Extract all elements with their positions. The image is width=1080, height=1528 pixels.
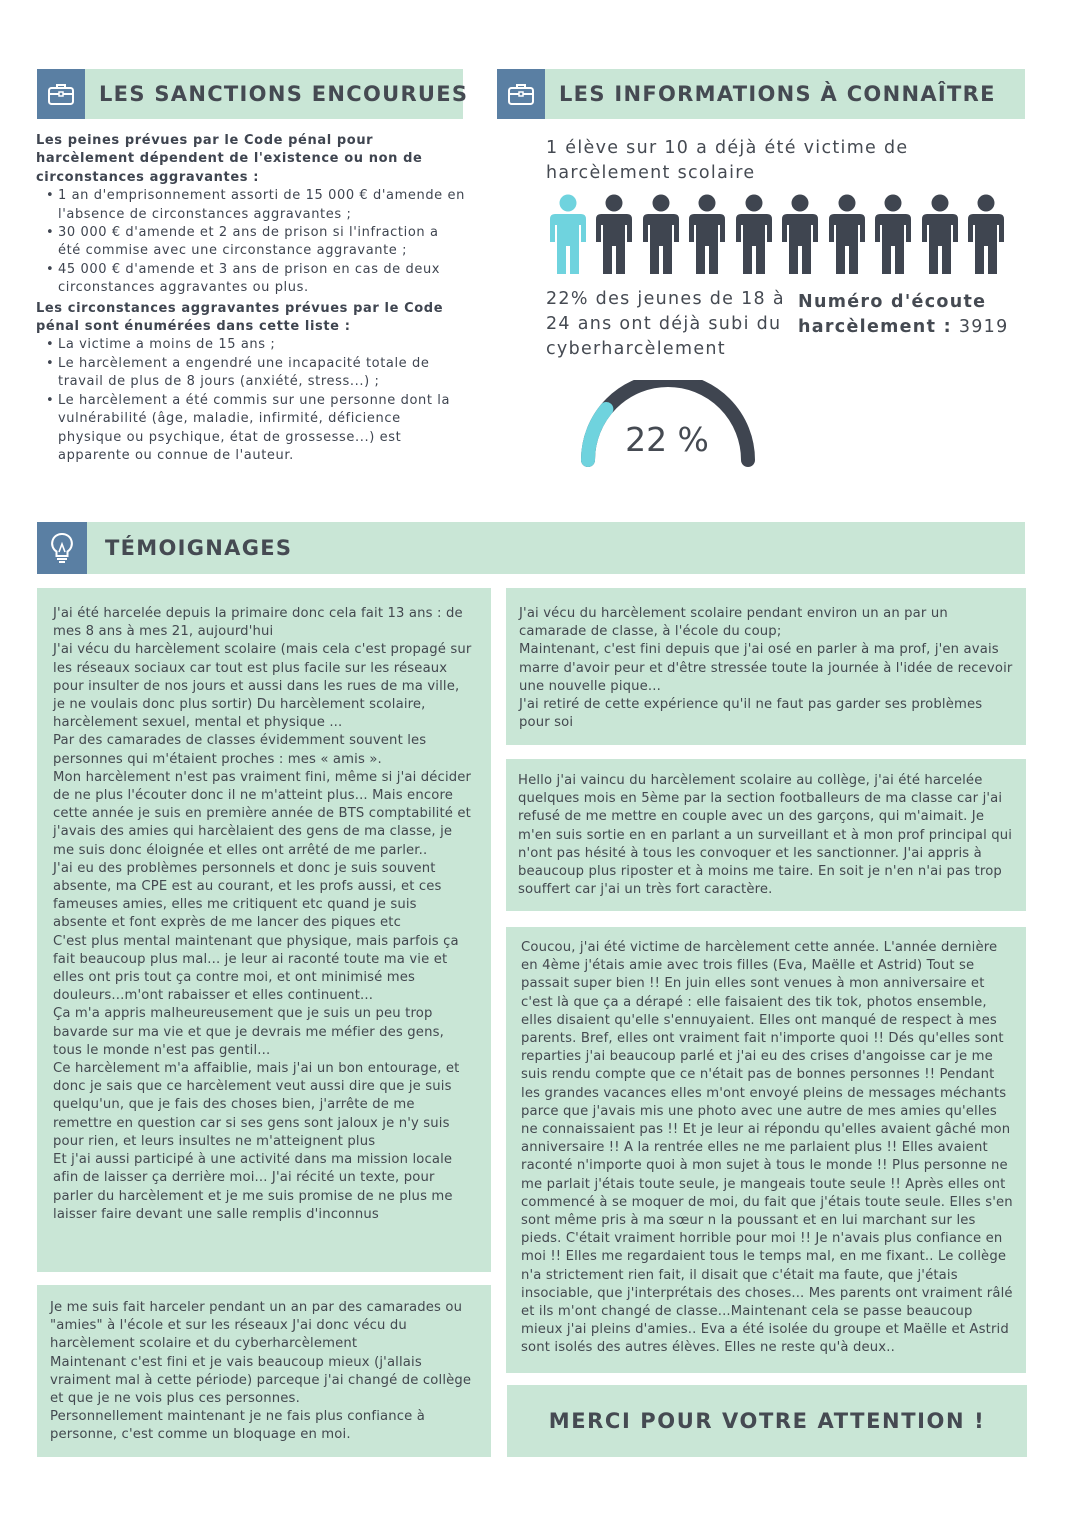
testimonial-card-1 bbox=[37, 588, 491, 1272]
temoignages-icon-box bbox=[37, 522, 87, 574]
list-item: • 1 an d'emprisonnement assorti de 15 000 € d'amende en l'absence de circonstances aggravantes ; bbox=[58, 187, 466, 224]
closing-card bbox=[507, 1385, 1027, 1457]
paragraph: Maintenant c'est fini et je vais beaucoup mieux (j'allais vraiment mal à cette période) parceque j'ai changé de collège et que je ne vois plus ces personnes. bbox=[50, 1354, 472, 1407]
paragraph: Ce harcèlement m'a affaiblie, mais j'ai un bon entourage, et donc je sais que ce harcèlement veut aussi dire que je suis quelqu'un, que je fais des choses bien, j'arrête de me remettre en question car si ses gens sont jaloux je n'y suis pour rien, et leurs insultes ne m'atteignent plus bbox=[53, 1061, 460, 1149]
testimonial-text bbox=[521, 939, 1015, 1358]
paragraph: J'ai eu des problèmes personnels et donc je suis souvent absente, ma CPE est au courant, et les profs aussi, et ces fameuses amies, elles me critiquent etc quand je suis absente et font exprès de me lancer des piques etc bbox=[53, 860, 442, 931]
temoignages-header bbox=[37, 522, 1025, 574]
helpline-number: 3919 bbox=[958, 317, 1009, 337]
paragraph: J'ai été harcelée depuis la primaire donc cela fait 13 ans : de mes 8 ans à mes 21, aujourd'hui bbox=[53, 606, 463, 640]
infos-header bbox=[497, 69, 1025, 119]
paragraph: Hello j'ai vaincu du harcèlement scolaire au collège, j'ai été harcelée quelques mois en 5ème par la section footballeurs de ma classe car j'ai refusé de me mettre en couple avec un des garçons, qui m'aimait. Je m'en suis sortie en en parlant a un surveillant et à mon prof principal qui n'ont pas hésité à tous les convoquer et les sanctionner. J'ai appris à beaucoup plus riposter et à moins me taire. En soit je n'en n'ai pas trop souffert car j'ai un très fort caractère. bbox=[518, 773, 1013, 898]
gauge-label: 22 % bbox=[625, 420, 709, 459]
list-item: • 45 000 € d'amende et 3 ans de prison en cas de deux circonstances aggravantes ou plus. bbox=[58, 261, 466, 298]
paragraph: Je me suis fait harceler pendant un an par des camarades ou "amies" à l'école et sur les réseaux J'ai donc vécu du harcèlement scolaire et du cyberharcèlement bbox=[50, 1300, 463, 1352]
testimonial-text bbox=[519, 605, 1015, 732]
paragraph: Et j'ai aussi participé à une activité dans ma mission locale afin de laisser ça derrière moi... J'ai récité un texte, pour parler du harcèlement et je me suis promise de ne plus me laisser faire devant une salle remplis d'inconnus bbox=[53, 1152, 453, 1222]
testimonial-text bbox=[518, 772, 1014, 899]
list-item: • La victime a moins de 15 ans ; bbox=[58, 336, 466, 354]
penalties-list bbox=[36, 187, 466, 297]
paragraph: Ça m'a appris malheureusement que je suis un peu trop bavarde sur ma vie et que je devrais me méfier des gens, tous le monde n'est pas gentil... bbox=[53, 1006, 444, 1058]
sanctions-icon-box bbox=[37, 69, 85, 119]
paragraph: Maintenant, c'est fini depuis que j'ai osé en parler à ma prof, j'en avais marre d'avoir peur et d'être stressée toute la journée à l'idée de recevoir une nouvelle pique... bbox=[519, 642, 1013, 694]
gauge-fill bbox=[588, 409, 606, 460]
testimonial-card-2 bbox=[37, 1285, 491, 1457]
paragraph: Coucou, j'ai été victime de harcèlement cette année. L'année dernière en 4ème j'étais amie avec trois filles (Eva, Maëlle et Astrid) Tout se passait super bien !! En juin elles sont venues à mon anniversaire et c'est là que ça a dérapé : elle faisaient des tik tok, photos ensemble, elles disaient qu'elle s'ennuyaient. Elles ont manqué de respect à mes parents. Bref, elles ont vraiment fait n'importe quoi !! Dés qu'elles sont reparties j'ai beaucoup parlé et j'ai eu des crises d'angoisse car je me suis rendu compte que ce n'était pas de bonnes personnes !! Pendant les grandes vacances elles m'ont envoyé pleins de messages méchants parce que j'avais mis une photo avec une autre de mes amies qu'elles ne connaissaient pas !! Et je leur ai répondu qu'elles avaient gâché mon anniversaire !! A la rentrée elles ne me parlaient plus !! Elles avaient raconté n'importe quoi à mon sujet à tous le monde !! Plus personne ne me parlait j'étais toute seule, je mangeais toute seule !! Après elles ont commencé à se moquer de moi, du fait que j'étais toute seule. Elles s'en sont même pris à ma sœur n la poussant et en lui marchant sur les pieds. C'était vraiment horrible pour moi !! Je n'avais plus confiance en moi !! Elles me regardaient tous le temps mal, en me fixant.. Le collège n'a strictement rien fait, il disait que c'était ma faute, que j'étais insociable, que j'interprétais des choses... Mes parents ont vraiment râlé et ils m'ont changé de classe...Maintenant cela se passe beaucoup mieux j'ai pleins d'amies.. Eva a été isolée du groupe et Maëlle et Astrid sont isolés des autres élèves. Elles ne reste qu'à deux.. bbox=[521, 940, 1013, 1356]
list-item: • Le harcèlement a été commis sur une personne dont la vulnérabilité (âge, maladie, infirmité, déficience physique ou psychique, état de grossesse...) est apparente ou connue de l'auteur. bbox=[58, 392, 466, 466]
infos-icon-box bbox=[497, 69, 545, 119]
paragraph: J'ai retiré de cette expérience qu'il ne faut pas garder ses problèmes pour soi bbox=[519, 697, 983, 731]
testimonial-text bbox=[50, 1299, 480, 1445]
circumstances-intro: Les circonstances aggravantes prévues par le Code pénal sont énumérées dans cette liste : bbox=[36, 300, 444, 335]
briefcase-icon bbox=[507, 80, 535, 108]
person-icon bbox=[732, 194, 776, 276]
person-icon bbox=[871, 194, 915, 276]
closing-message: MERCI POUR VOTRE ATTENTION ! bbox=[548, 1409, 986, 1433]
helpline-label: Numéro d'écoute harcèlement : bbox=[798, 292, 987, 337]
briefcase-icon bbox=[47, 80, 75, 108]
sanctions-header bbox=[37, 69, 469, 119]
person-icon bbox=[546, 194, 590, 276]
paragraph: J'ai vécu du harcèlement scolaire (mais cela c'est propagé sur les réseaux sociaux car tout est plus facile sur les réseaux pour insulter de nos jours et aussi dans les rues de ma ville, je ne voulais donc plus sortir) Du harcèlement scolaire, harcèlement sexuel, mental et physique ... bbox=[53, 642, 472, 731]
testimonial-card-5 bbox=[506, 927, 1026, 1373]
paragraph: Par des camarades de classes évidemment souvent les personnes qui m'étaient proches : mes « amis ». bbox=[53, 733, 427, 767]
person-icon bbox=[778, 194, 822, 276]
list-item: • Le harcèlement a engendré une incapacité totale de travail de plus de 8 jours (anxiété, stress...) ; bbox=[58, 355, 466, 392]
testimonial-card-4 bbox=[506, 759, 1026, 911]
paragraph: Mon harcèlement n'est pas vraiment fini, même si j'ai décider de ne plus l'écouter donc il ne m'atteint plus... Mais encore cette année je suis en première année de BTS comptabilité et j'avais des amies qui harcèlaient des gens de ma classe, je me suis donc éloignée et elles ont arrêté de me parler.. bbox=[53, 769, 472, 858]
people-figures bbox=[546, 194, 1008, 276]
lightbulb-icon bbox=[48, 532, 76, 564]
sanctions-intro: Les peines prévues par le Code pénal pour harcèlement dépendent de l'existence ou non de circonstances aggravantes : bbox=[36, 133, 423, 185]
paragraph: Personnellement maintenant je ne fais plus confiance à personne, c'est comme un bloquage en moi. bbox=[50, 1409, 425, 1443]
temoignages-title: TÉMOIGNAGES bbox=[105, 536, 293, 560]
infos-title: LES INFORMATIONS À CONNAÎTRE bbox=[559, 82, 996, 106]
person-icon bbox=[639, 194, 683, 276]
person-icon bbox=[918, 194, 962, 276]
sanctions-body bbox=[36, 132, 466, 465]
person-icon bbox=[592, 194, 636, 276]
stat-students: 1 élève sur 10 a déjà été victime de harcèlement scolaire bbox=[546, 138, 909, 183]
person-icon bbox=[964, 194, 1008, 276]
list-item: • 30 000 € d'amende et 2 ans de prison si l'infraction a été commise avec une circonstance aggravante ; bbox=[58, 224, 466, 261]
sanctions-title: LES SANCTIONS ENCOURUES bbox=[99, 82, 469, 106]
person-icon bbox=[825, 194, 869, 276]
circumstances-list bbox=[36, 336, 466, 465]
person-icon bbox=[685, 194, 729, 276]
paragraph: J'ai vécu du harcèlement scolaire pendant environ un an par un camarade de classe, à l'école du coup; bbox=[519, 606, 948, 640]
stat-cyber: 22% des jeunes de 18 à 24 ans ont déjà subi du cyberharcèlement bbox=[546, 289, 785, 359]
testimonial-text bbox=[53, 605, 475, 1224]
testimonial-card-3 bbox=[506, 588, 1026, 745]
paragraph: C'est plus mental maintenant que physique, mais parfois ça fait beaucoup plus mal... je leur ai raconté toute ma vie et elles ont pris tout ça contre moi, et ont minimisé mes douleurs...m'ont rabaisser et elles continuent... bbox=[53, 933, 459, 1004]
helpline bbox=[798, 290, 1028, 340]
